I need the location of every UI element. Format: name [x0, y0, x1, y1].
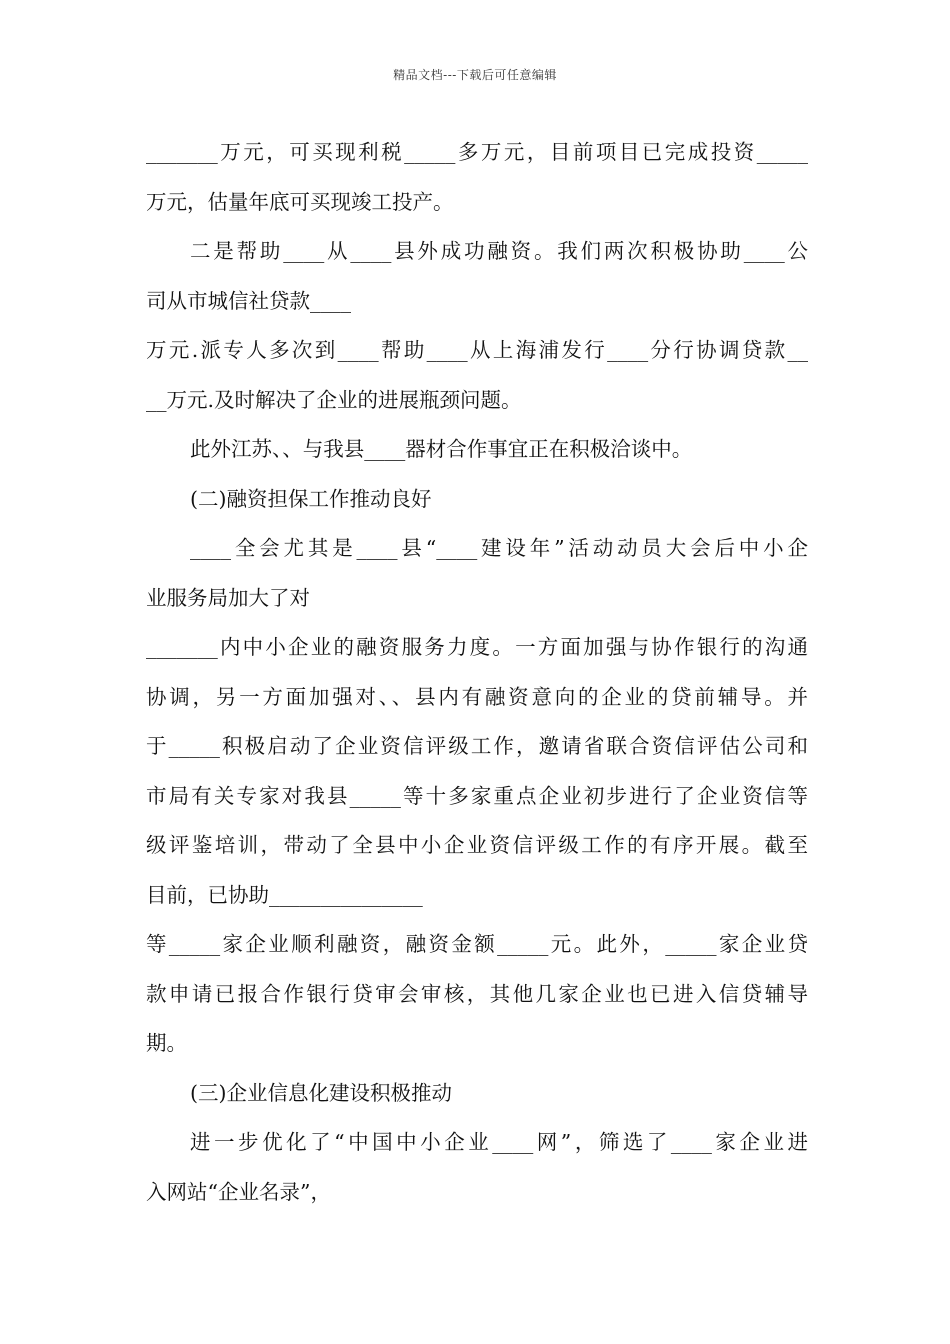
text-line: 进一步优化了“中国中小企业____网”，筛选了____家企业进: [190, 1130, 808, 1154]
section-heading: (三)企业信息化建设积极推动: [190, 1080, 452, 1105]
text-line: 等_____家企业顺利融资，融资金额_____元。此外，_____家企业贷: [146, 932, 808, 956]
text-line: 目前，已协助_______________: [146, 882, 423, 907]
section-heading: (二)融资担保工作推动良好: [190, 486, 432, 511]
text-line: 期。: [146, 1031, 187, 1055]
text-line: 此外江苏、、与我县____器材合作事宜正在积极洽谈中。: [190, 437, 693, 461]
text-line: 级评鉴培训，带动了全县中小企业资信评级工作的有序开展。截至: [146, 833, 808, 857]
text-line: _______内中小企业的融资服务力度。一方面加强与协作银行的沟通: [146, 635, 808, 659]
text-line: 万元.派专人多次到____帮助____从上海浦发行____分行协调贷款__: [146, 338, 808, 362]
text-line: 业服务局加大了对: [146, 585, 310, 610]
text-line: 二是帮助____从____县外成功融资。我们两次积极协助____公: [190, 239, 808, 263]
text-line: 协调，另一方面加强对、、县内有融资意向的企业的贷前辅导。并: [146, 684, 808, 709]
text-line: ____全会尤其是____县“____建设年”活动动员大会后中小企: [190, 536, 808, 560]
document-body: [146, 128, 808, 1217]
text-line: 市局有关专家对我县_____等十多家重点企业初步进行了企业资信等: [146, 783, 808, 808]
text-line: 于_____积极启动了企业资信评级工作，邀请省联合资信评估公司和: [146, 734, 808, 758]
text-line: 万元，估量年底可买现竣工投产。: [146, 189, 454, 214]
text-line: 款申请已报合作银行贷审会审核，其他几家企业也已进入信贷辅导: [146, 981, 808, 1006]
text-line: _______万元，可买现利税_____多万元，目前项目已完成投资_____: [146, 140, 808, 164]
text-line: 入网站“企业名录”，: [146, 1179, 331, 1204]
page-header: 精品文档---下载后可任意编辑: [393, 68, 557, 82]
text-line: 司从市城信社贷款____: [146, 288, 351, 313]
text-line: __万元.及时解决了企业的进展瓶颈问题。: [146, 387, 522, 412]
